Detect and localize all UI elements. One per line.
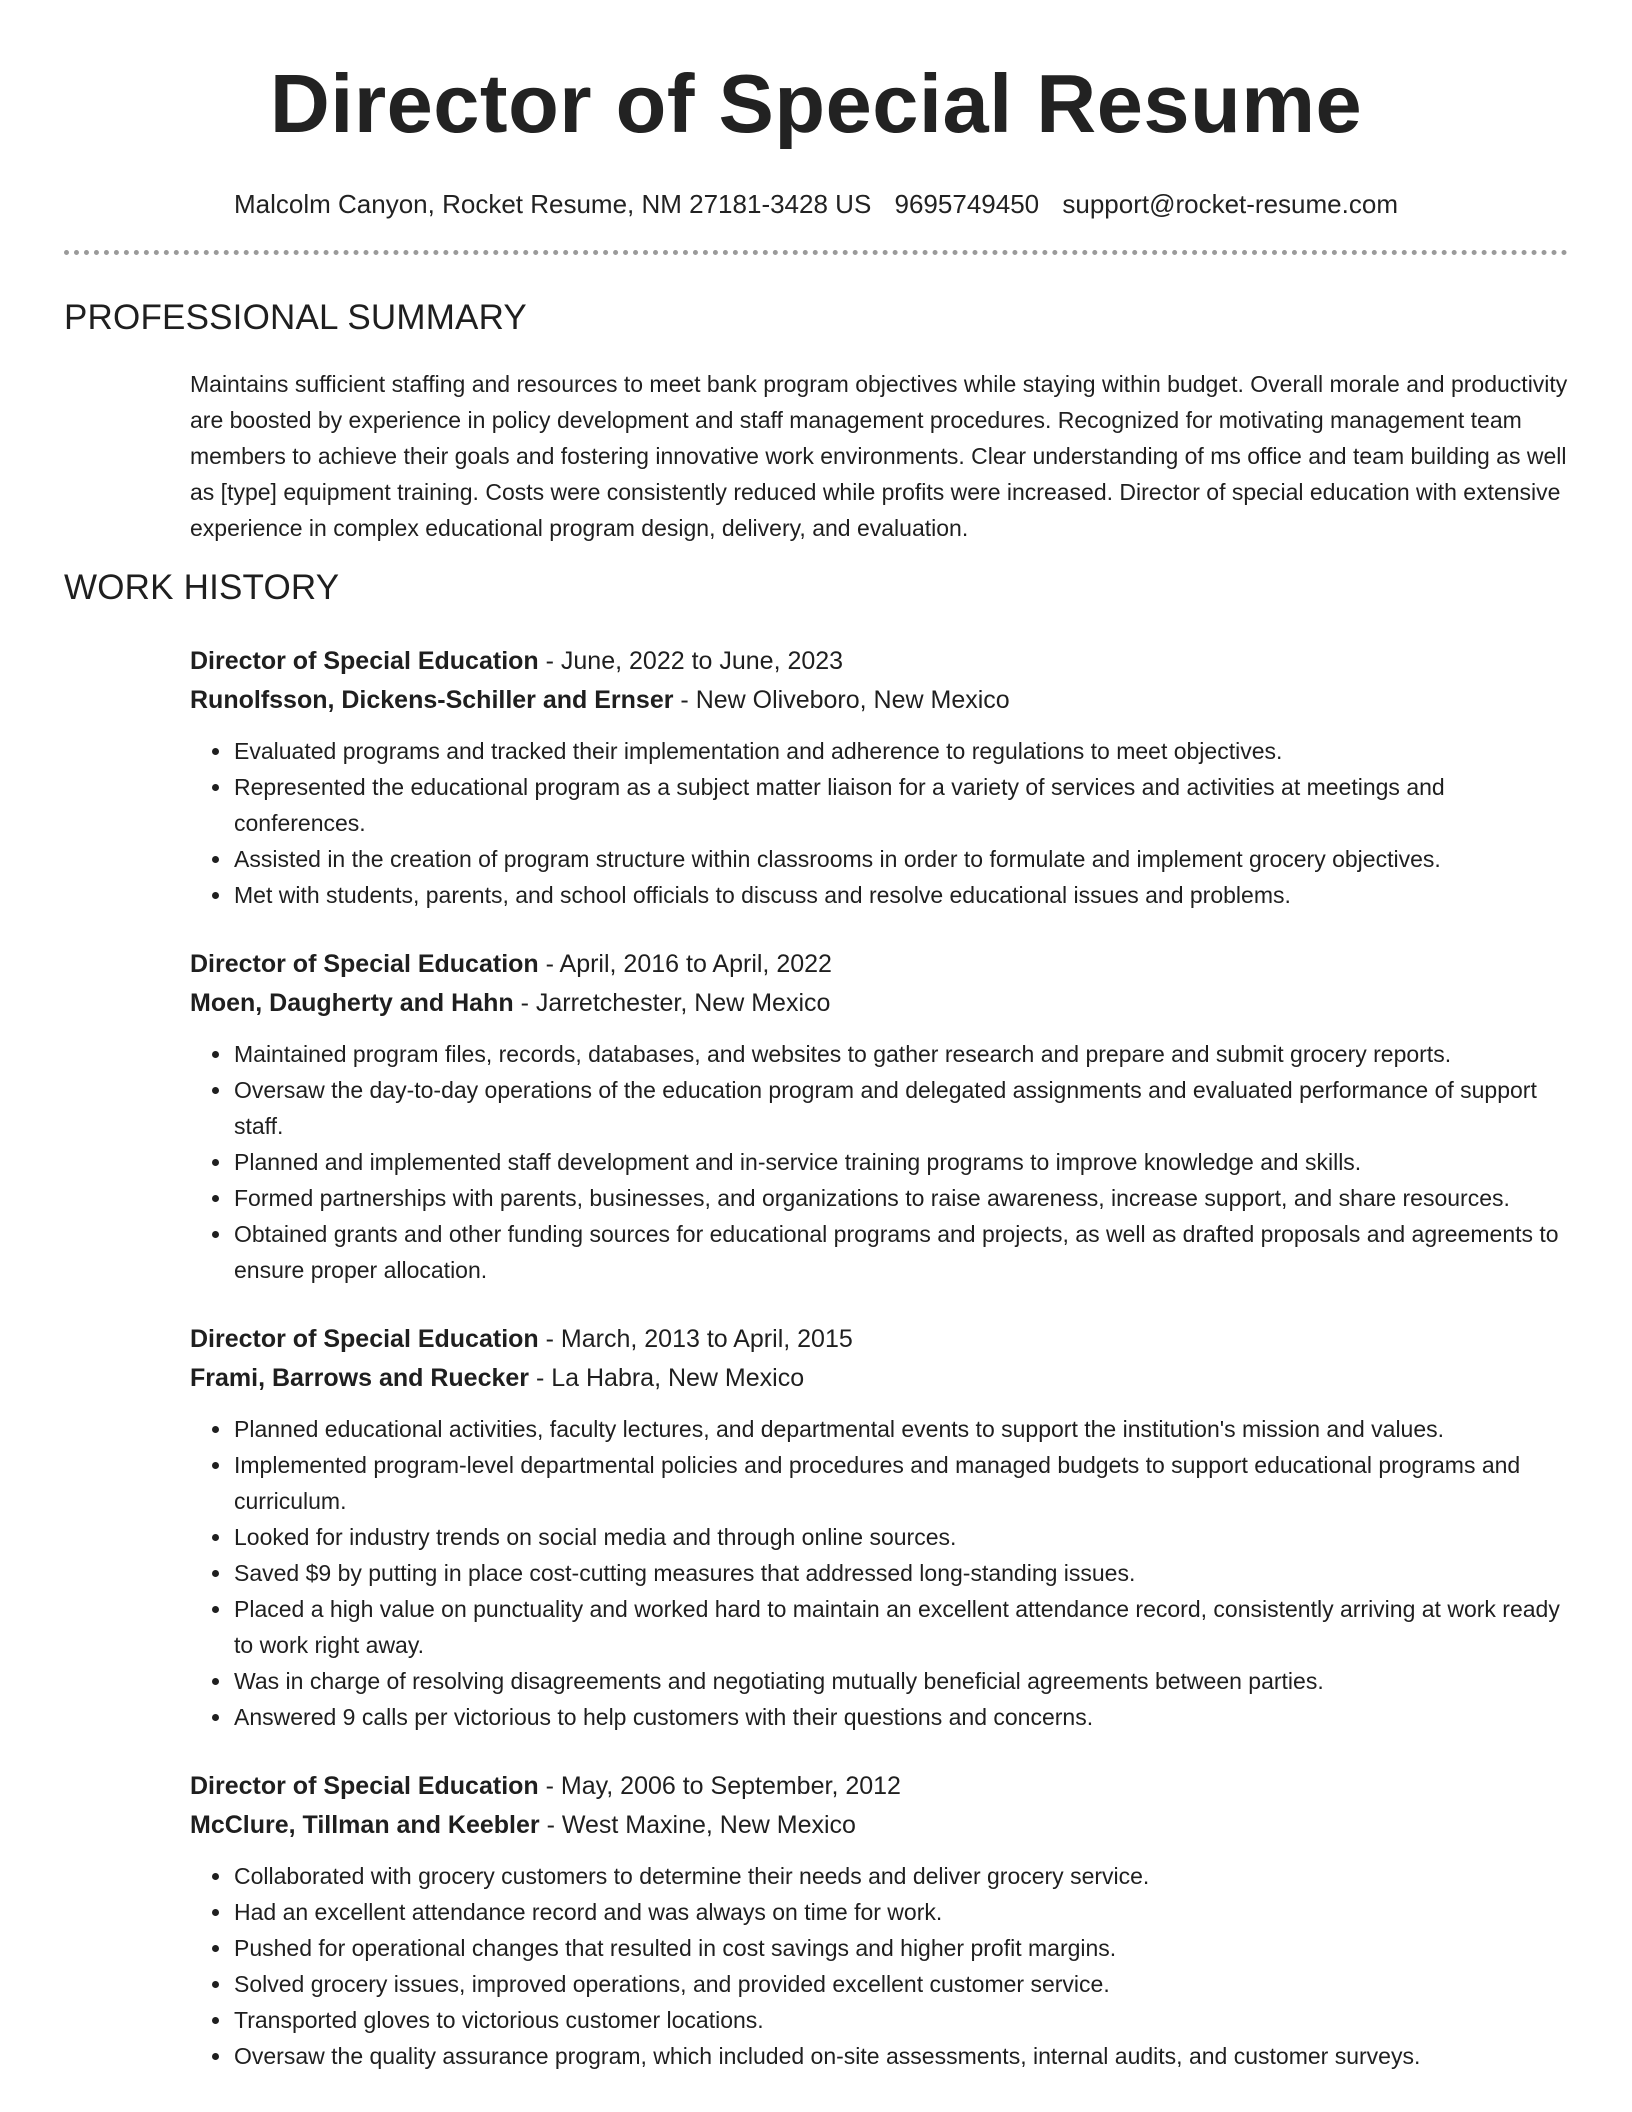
contact-email: support@rocket-resume.com bbox=[1062, 189, 1398, 219]
job-company-line: Runolfsson, Dickens-Schiller and Ernser - New Oliveboro, New Mexico bbox=[190, 686, 1010, 714]
job-bullet: • Pushed for operational changes that resulted in cost savings and higher profit margins. bbox=[233, 1930, 1568, 1966]
job-bullet: • Assisted in the creation of program structure within classrooms in order to formulate and implement grocery objectives. bbox=[233, 841, 1568, 877]
job-bullet: • Met with students, parents, and school officials to discuss and resolve educational issues and problems. bbox=[233, 877, 1568, 913]
contact-phone: 9695749450 bbox=[894, 189, 1040, 219]
work-history-heading: WORK HISTORY bbox=[64, 568, 340, 607]
job-company: Moen, Daugherty and Hahn bbox=[190, 989, 514, 1017]
job-dates: June, 2022 to June, 2023 bbox=[560, 647, 844, 675]
job-company: Runolfsson, Dickens-Schiller and Ernser bbox=[190, 686, 674, 714]
job-entry bbox=[190, 945, 1568, 1288]
job-bullet: • Obtained grants and other funding sources for educational programs and projects, as well as drafted proposals and agreements to ensure proper allocation. bbox=[233, 1216, 1568, 1288]
job-bullet: • Was in charge of resolving disagreements and negotiating mutually beneficial agreements between parties. bbox=[233, 1663, 1568, 1699]
job-title-line: Director of Special Education - March, 2013 to April, 2015 bbox=[190, 1325, 853, 1353]
job-company-line: Frami, Barrows and Ruecker - La Habra, New Mexico bbox=[190, 1364, 805, 1392]
job-bullet: • Oversaw the day-to-day operations of the education program and delegated assignments and evaluated performance of support staff. bbox=[233, 1072, 1568, 1144]
contact-address: Malcolm Canyon, Rocket Resume, NM 27181-3428 US bbox=[234, 189, 872, 219]
job-bullet: • Solved grocery issues, improved operations, and provided excellent customer service. bbox=[233, 1966, 1568, 2002]
job-dates: April, 2016 to April, 2022 bbox=[559, 950, 832, 978]
professional-summary-heading: PROFESSIONAL SUMMARY bbox=[64, 298, 527, 337]
job-bullet: • Had an excellent attendance record and was always on time for work. bbox=[233, 1894, 1568, 1930]
job-entry bbox=[190, 1320, 1568, 1735]
job-title: Director of Special Education bbox=[190, 950, 539, 978]
job-bullet: • Planned educational activities, faculty lectures, and departmental events to support the institution's mission and values. bbox=[233, 1411, 1568, 1447]
job-title-line: Director of Special Education - May, 2006 to September, 2012 bbox=[190, 1772, 901, 1800]
job-location: La Habra, New Mexico bbox=[551, 1364, 805, 1392]
job-entry bbox=[190, 1767, 1568, 2074]
job-title: Director of Special Education bbox=[190, 647, 539, 675]
job-bullet: • Collaborated with grocery customers to determine their needs and deliver grocery service. bbox=[233, 1858, 1568, 1894]
job-bullet: • Evaluated programs and tracked their implementation and adherence to regulations to meet objectives. bbox=[233, 733, 1568, 769]
job-company-line: McClure, Tillman and Keebler - West Maxine, New Mexico bbox=[190, 1811, 856, 1839]
job-bullet: • Transported gloves to victorious customer locations. bbox=[233, 2002, 1568, 2038]
job-title-line: Director of Special Education - June, 2022 to June, 2023 bbox=[190, 647, 844, 675]
job-bullets bbox=[190, 733, 1568, 913]
job-bullet: • Planned and implemented staff development and in-service training programs to improve knowledge and skills. bbox=[233, 1144, 1568, 1180]
job-bullet: • Looked for industry trends on social media and through online sources. bbox=[233, 1519, 1568, 1555]
professional-summary-text: Maintains sufficient staffing and resources to meet bank program objectives while staying within budget. Overall morale and productivity are boosted by experience in policy development and staff management procedures. Recognized for motivating management team members to achieve their goals and fostering innovative work environments. Clear understanding of ms office and team building as well as [type] equipment training. Costs were consistently reduced while profits were increased. Director of special education with extensive experience in complex educational program design, delivery, and evaluation. bbox=[190, 371, 1568, 541]
job-company-line: Moen, Daugherty and Hahn - Jarretchester, New Mexico bbox=[190, 989, 831, 1017]
job-title-line: Director of Special Education - April, 2016 to April, 2022 bbox=[190, 950, 832, 978]
job-location: New Oliveboro, New Mexico bbox=[695, 686, 1010, 714]
job-location: Jarretchester, New Mexico bbox=[535, 989, 831, 1017]
contact-line bbox=[64, 186, 1568, 222]
job-bullet: • Placed a high value on punctuality and worked hard to maintain an excellent attendance record, consistently arriving at work ready to work right away. bbox=[233, 1591, 1568, 1663]
job-company: McClure, Tillman and Keebler bbox=[190, 1811, 540, 1839]
job-bullet: • Formed partnerships with parents, businesses, and organizations to raise awareness, increase support, and share resources. bbox=[233, 1180, 1568, 1216]
job-bullet: • Represented the educational program as a subject matter liaison for a variety of services and activities at meetings and conferences. bbox=[233, 769, 1568, 841]
job-dates: May, 2006 to September, 2012 bbox=[560, 1772, 901, 1800]
job-bullets bbox=[190, 1858, 1568, 2074]
resume-title: Director of Special Resume bbox=[269, 57, 1363, 150]
work-history-list bbox=[190, 642, 1568, 2106]
job-title: Director of Special Education bbox=[190, 1325, 539, 1353]
job-title: Director of Special Education bbox=[190, 1772, 539, 1800]
job-bullets bbox=[190, 1411, 1568, 1735]
job-bullet: • Answered 9 calls per victorious to help customers with their questions and concerns. bbox=[233, 1699, 1568, 1735]
job-dates: March, 2013 to April, 2015 bbox=[560, 1325, 853, 1353]
job-bullet: • Implemented program-level departmental policies and procedures and managed budgets to support educational programs and curriculum. bbox=[233, 1447, 1568, 1519]
resume-header bbox=[64, 48, 1568, 222]
job-entry bbox=[190, 642, 1568, 913]
job-bullet: • Oversaw the quality assurance program, which included on-site assessments, internal audits, and customer surveys. bbox=[233, 2038, 1568, 2074]
job-bullet: • Saved $9 by putting in place cost-cutting measures that addressed long-standing issues. bbox=[233, 1555, 1568, 1591]
job-bullet: • Maintained program files, records, databases, and websites to gather research and prepare and submit grocery reports. bbox=[233, 1036, 1568, 1072]
job-bullets bbox=[190, 1036, 1568, 1288]
job-company: Frami, Barrows and Ruecker bbox=[190, 1364, 530, 1392]
job-location: West Maxine, New Mexico bbox=[561, 1811, 856, 1839]
header-divider bbox=[64, 250, 1568, 255]
